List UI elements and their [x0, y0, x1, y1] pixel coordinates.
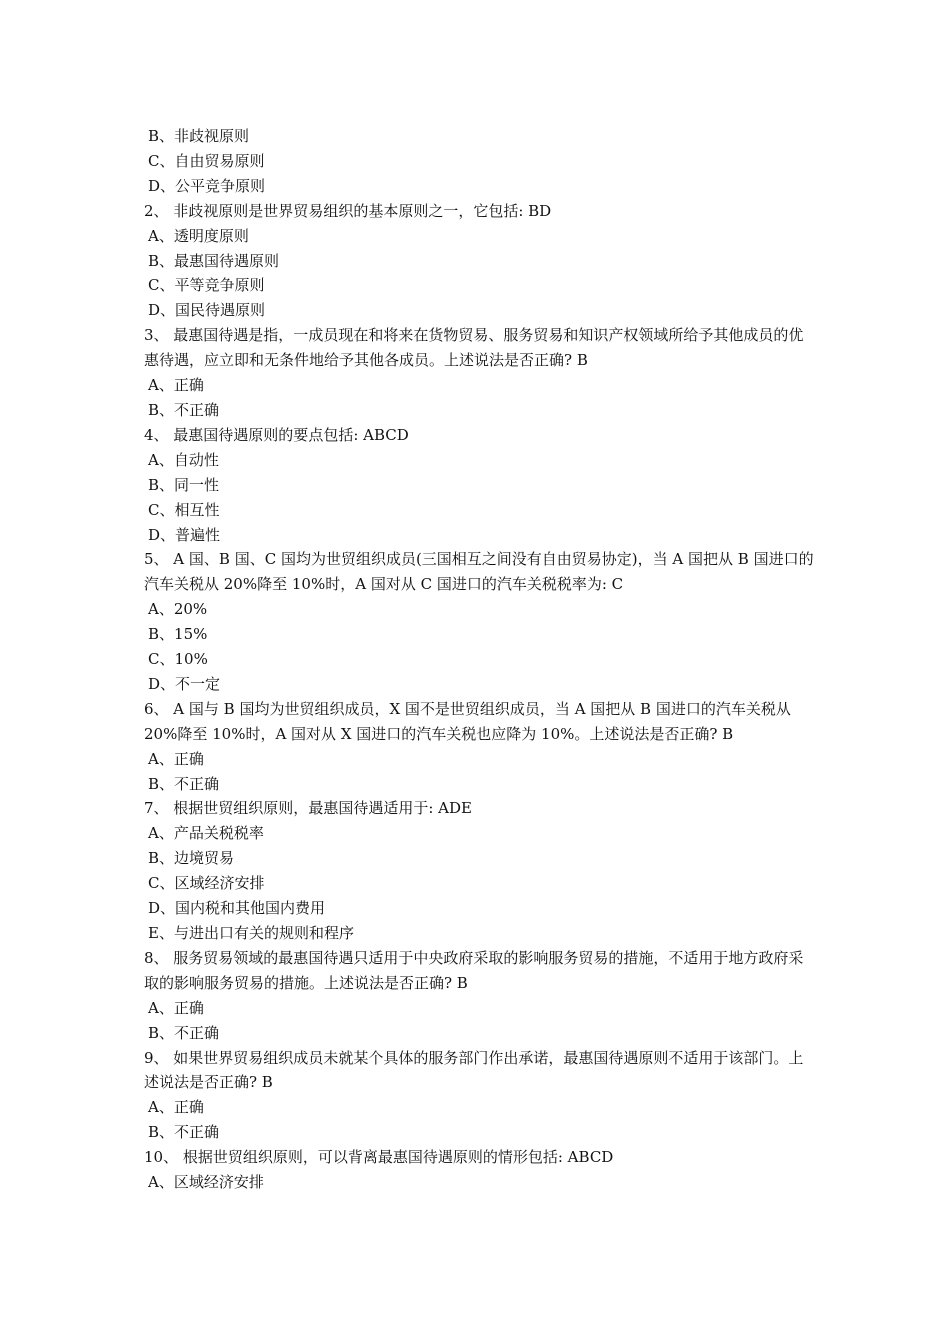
question-text: 5、 A 国、B 国、C 国均为世贸组织成员(三国相互之间没有自由贸易协定)，当 A 国把从 B 国进口的汽车关税从 20%降至 10%时，A 国对从 C 国进口的汽车关税税率为: C: [144, 550, 814, 594]
answer-option: C、相互性: [148, 500, 220, 519]
question-text: 4、 最惠国待遇原则的要点包括: ABCD: [144, 425, 409, 444]
answer-option: D、公平竞争原则: [148, 176, 266, 195]
answer-option: A、正确: [148, 376, 204, 395]
answer-option: B、边境贸易: [148, 849, 235, 868]
answer-option: E、与进出口有关的规则和程序: [148, 924, 354, 942]
answer-option: D、国内税和其他国内费用: [148, 899, 326, 918]
document-content: [144, 124, 814, 1195]
answer-option: A、区域经济安排: [148, 1173, 264, 1192]
answer-option: C、平等竞争原则: [148, 276, 265, 295]
answer-option: B、不正确: [148, 1123, 220, 1142]
answer-option: A、自动性: [148, 450, 219, 469]
answer-option: D、不一定: [148, 674, 221, 693]
answer-option: B、不正确: [148, 400, 220, 419]
answer-option: B、15%: [148, 625, 208, 644]
question-text: 10、 根据世贸组织原则，可以背离最惠国待遇原则的情形包括: ABCD: [144, 1148, 614, 1167]
answer-option: A、产品关税税率: [148, 824, 264, 843]
question-text: 2、 非歧视原则是世界贸易组织的基本原则之一，它包括: BD: [144, 201, 552, 220]
question-text: 3、 最惠国待遇是指，一成员现在和将来在货物贸易、服务贸易和知识产权领域所给予其他成员的优惠待遇，应立即和无条件地给予其他各成员。上述说法是否正确? B: [144, 326, 804, 370]
answer-option: B、同一性: [148, 475, 220, 494]
question-text: 7、 根据世贸组织原则，最惠国待遇适用于: ADE: [144, 799, 472, 818]
answer-option: A、20%: [148, 600, 208, 619]
answer-option: C、区域经济安排: [148, 874, 265, 893]
answer-option: D、国民待遇原则: [148, 301, 266, 320]
answer-option: A、正确: [148, 749, 204, 768]
answer-option: A、正确: [148, 998, 204, 1017]
question-text: 8、 服务贸易领域的最惠国待遇只适用于中央政府采取的影响服务贸易的措施，不适用于地方政府采取的影响服务贸易的措施。上述说法是否正确? B: [144, 948, 804, 992]
answer-option: C、10%: [148, 650, 208, 669]
answer-option: A、透明度原则: [148, 226, 249, 245]
question-text: 6、 A 国与 B 国均为世贸组织成员，X 国不是世贸组织成员，当 A 国把从 B 国进口的汽车关税从 20%降至 10%时，A 国对从 X 国进口的汽车关税也应降为 10%。上述说法是否正确? B: [144, 699, 791, 743]
question-text: 9、 如果世界贸易组织成员未就某个具体的服务部门作出承诺，最惠国待遇原则不适用于该部门。上述说法是否正确? B: [144, 1048, 804, 1092]
answer-option: B、不正确: [148, 774, 220, 793]
answer-option: D、普遍性: [148, 525, 221, 544]
answer-option: A、正确: [148, 1098, 204, 1117]
answer-option: B、不正确: [148, 1023, 220, 1042]
answer-option: B、非歧视原则: [148, 127, 250, 145]
answer-option: C、自由贸易原则: [148, 151, 265, 170]
answer-option: B、最惠国待遇原则: [148, 251, 280, 270]
